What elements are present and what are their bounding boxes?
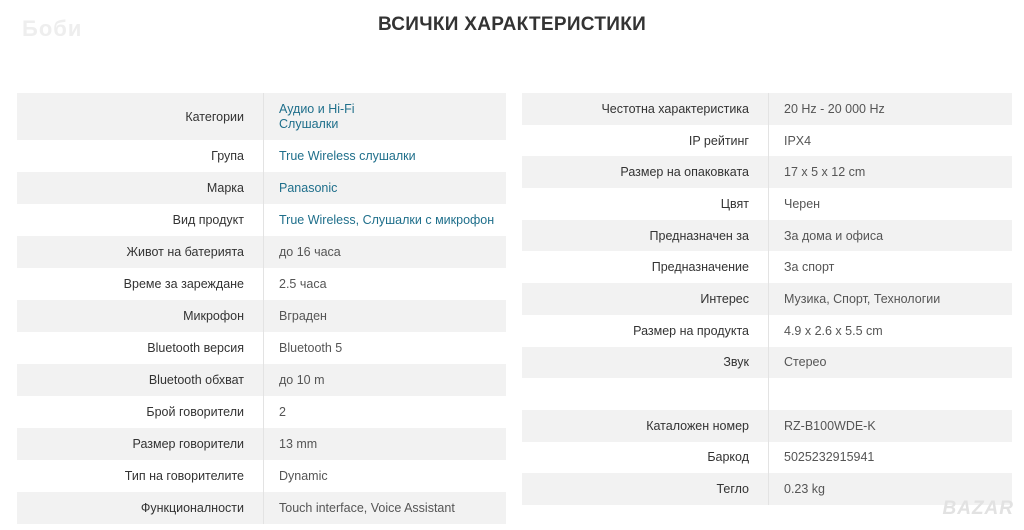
spec-label: Предназначение — [522, 251, 769, 283]
spec-row — [17, 428, 506, 460]
spec-value-link[interactable]: Аудио и Hi-Fi — [279, 101, 355, 116]
spec-value: до 10 m — [264, 364, 507, 396]
spec-row — [522, 410, 1012, 442]
spec-row — [17, 268, 506, 300]
bazar-watermark: BAZAR — [942, 498, 1014, 519]
spec-value: Dynamic — [264, 460, 507, 492]
spec-row — [17, 140, 506, 172]
spec-value: 17 x 5 x 12 cm — [769, 156, 1013, 188]
spec-row — [522, 188, 1012, 220]
spec-row — [522, 473, 1012, 505]
spec-row — [17, 332, 506, 364]
spec-value: 0.23 kg — [769, 473, 1013, 505]
spec-label: IP рейтинг — [522, 125, 769, 157]
spec-label: Bluetooth версия — [17, 332, 264, 364]
spec-value — [769, 378, 1013, 410]
spec-label: Категории — [17, 93, 264, 140]
spec-label: Живот на батерията — [17, 236, 264, 268]
spec-label: Вид продукт — [17, 204, 264, 236]
spec-value: 20 Hz - 20 000 Hz — [769, 93, 1013, 125]
spec-value: Стерео — [769, 347, 1013, 379]
spec-value: Вграден — [264, 300, 507, 332]
spec-label: Функционалности — [17, 492, 264, 524]
spec-label: Микрофон — [17, 300, 264, 332]
spec-table-right — [522, 93, 1012, 505]
spec-label: Брой говорители — [17, 396, 264, 428]
spec-value-links — [264, 172, 507, 204]
spec-row — [17, 172, 506, 204]
spec-label: Предназначен за — [522, 220, 769, 252]
spec-value-link[interactable]: True Wireless, Слушалки с микрофон — [279, 212, 495, 227]
spec-table-left — [17, 93, 506, 524]
spec-value: Touch interface, Voice Assistant — [264, 492, 507, 524]
spec-value: IPX4 — [769, 125, 1013, 157]
spec-row — [522, 220, 1012, 252]
spec-value: Bluetooth 5 — [264, 332, 507, 364]
spec-row — [522, 315, 1012, 347]
spec-row — [17, 300, 506, 332]
spec-value-links — [264, 93, 507, 140]
spec-value: За дома и офиса — [769, 220, 1013, 252]
spec-label: Каталожен номер — [522, 410, 769, 442]
spec-row — [522, 378, 1012, 410]
spec-value-link[interactable]: True Wireless слушалки — [279, 148, 416, 163]
spec-value: 2.5 часа — [264, 268, 507, 300]
spec-label: Bluetooth обхват — [17, 364, 264, 396]
spec-label: Тегло — [522, 473, 769, 505]
spec-row — [522, 347, 1012, 379]
spec-value: 5025232915941 — [769, 442, 1013, 474]
spec-value: Музика, Спорт, Технологии — [769, 283, 1013, 315]
spec-label: Честотна характеристика — [522, 93, 769, 125]
spec-value-link[interactable]: Слушалки — [279, 116, 339, 131]
spec-label: Размер на продукта — [522, 315, 769, 347]
spec-label: Размер говорители — [17, 428, 264, 460]
spec-row — [522, 442, 1012, 474]
spec-value-link[interactable]: Panasonic — [279, 180, 338, 195]
spec-row — [522, 125, 1012, 157]
spec-value: Черен — [769, 188, 1013, 220]
spec-label: Размер на опаковката — [522, 156, 769, 188]
spec-label: Група — [17, 140, 264, 172]
spec-value: 13 mm — [264, 428, 507, 460]
spec-value: RZ-B100WDE-K — [769, 410, 1013, 442]
spec-value-links — [264, 204, 507, 236]
spec-row — [17, 93, 506, 140]
spec-label — [522, 378, 769, 410]
spec-label: Интерес — [522, 283, 769, 315]
spec-value-links — [264, 140, 507, 172]
spec-value: до 16 часа — [264, 236, 507, 268]
spec-label: Тип на говорителите — [17, 460, 264, 492]
seller-watermark: Боби — [22, 16, 83, 41]
spec-row — [17, 492, 506, 524]
spec-label: Баркод — [522, 442, 769, 474]
spec-row — [17, 204, 506, 236]
spec-row — [522, 93, 1012, 125]
spec-row — [17, 460, 506, 492]
page-title: ВСИЧКИ ХАРАКТЕРИСТИКИ — [377, 14, 647, 35]
spec-value: За спорт — [769, 251, 1013, 283]
spec-value: 4.9 x 2.6 x 5.5 cm — [769, 315, 1013, 347]
spec-row — [17, 364, 506, 396]
spec-row — [522, 156, 1012, 188]
spec-label: Време за зареждане — [17, 268, 264, 300]
spec-row — [522, 283, 1012, 315]
spec-label: Марка — [17, 172, 264, 204]
spec-row — [17, 396, 506, 428]
spec-label: Цвят — [522, 188, 769, 220]
spec-row — [17, 236, 506, 268]
spec-value: 2 — [264, 396, 507, 428]
spec-label: Звук — [522, 347, 769, 379]
spec-row — [522, 251, 1012, 283]
